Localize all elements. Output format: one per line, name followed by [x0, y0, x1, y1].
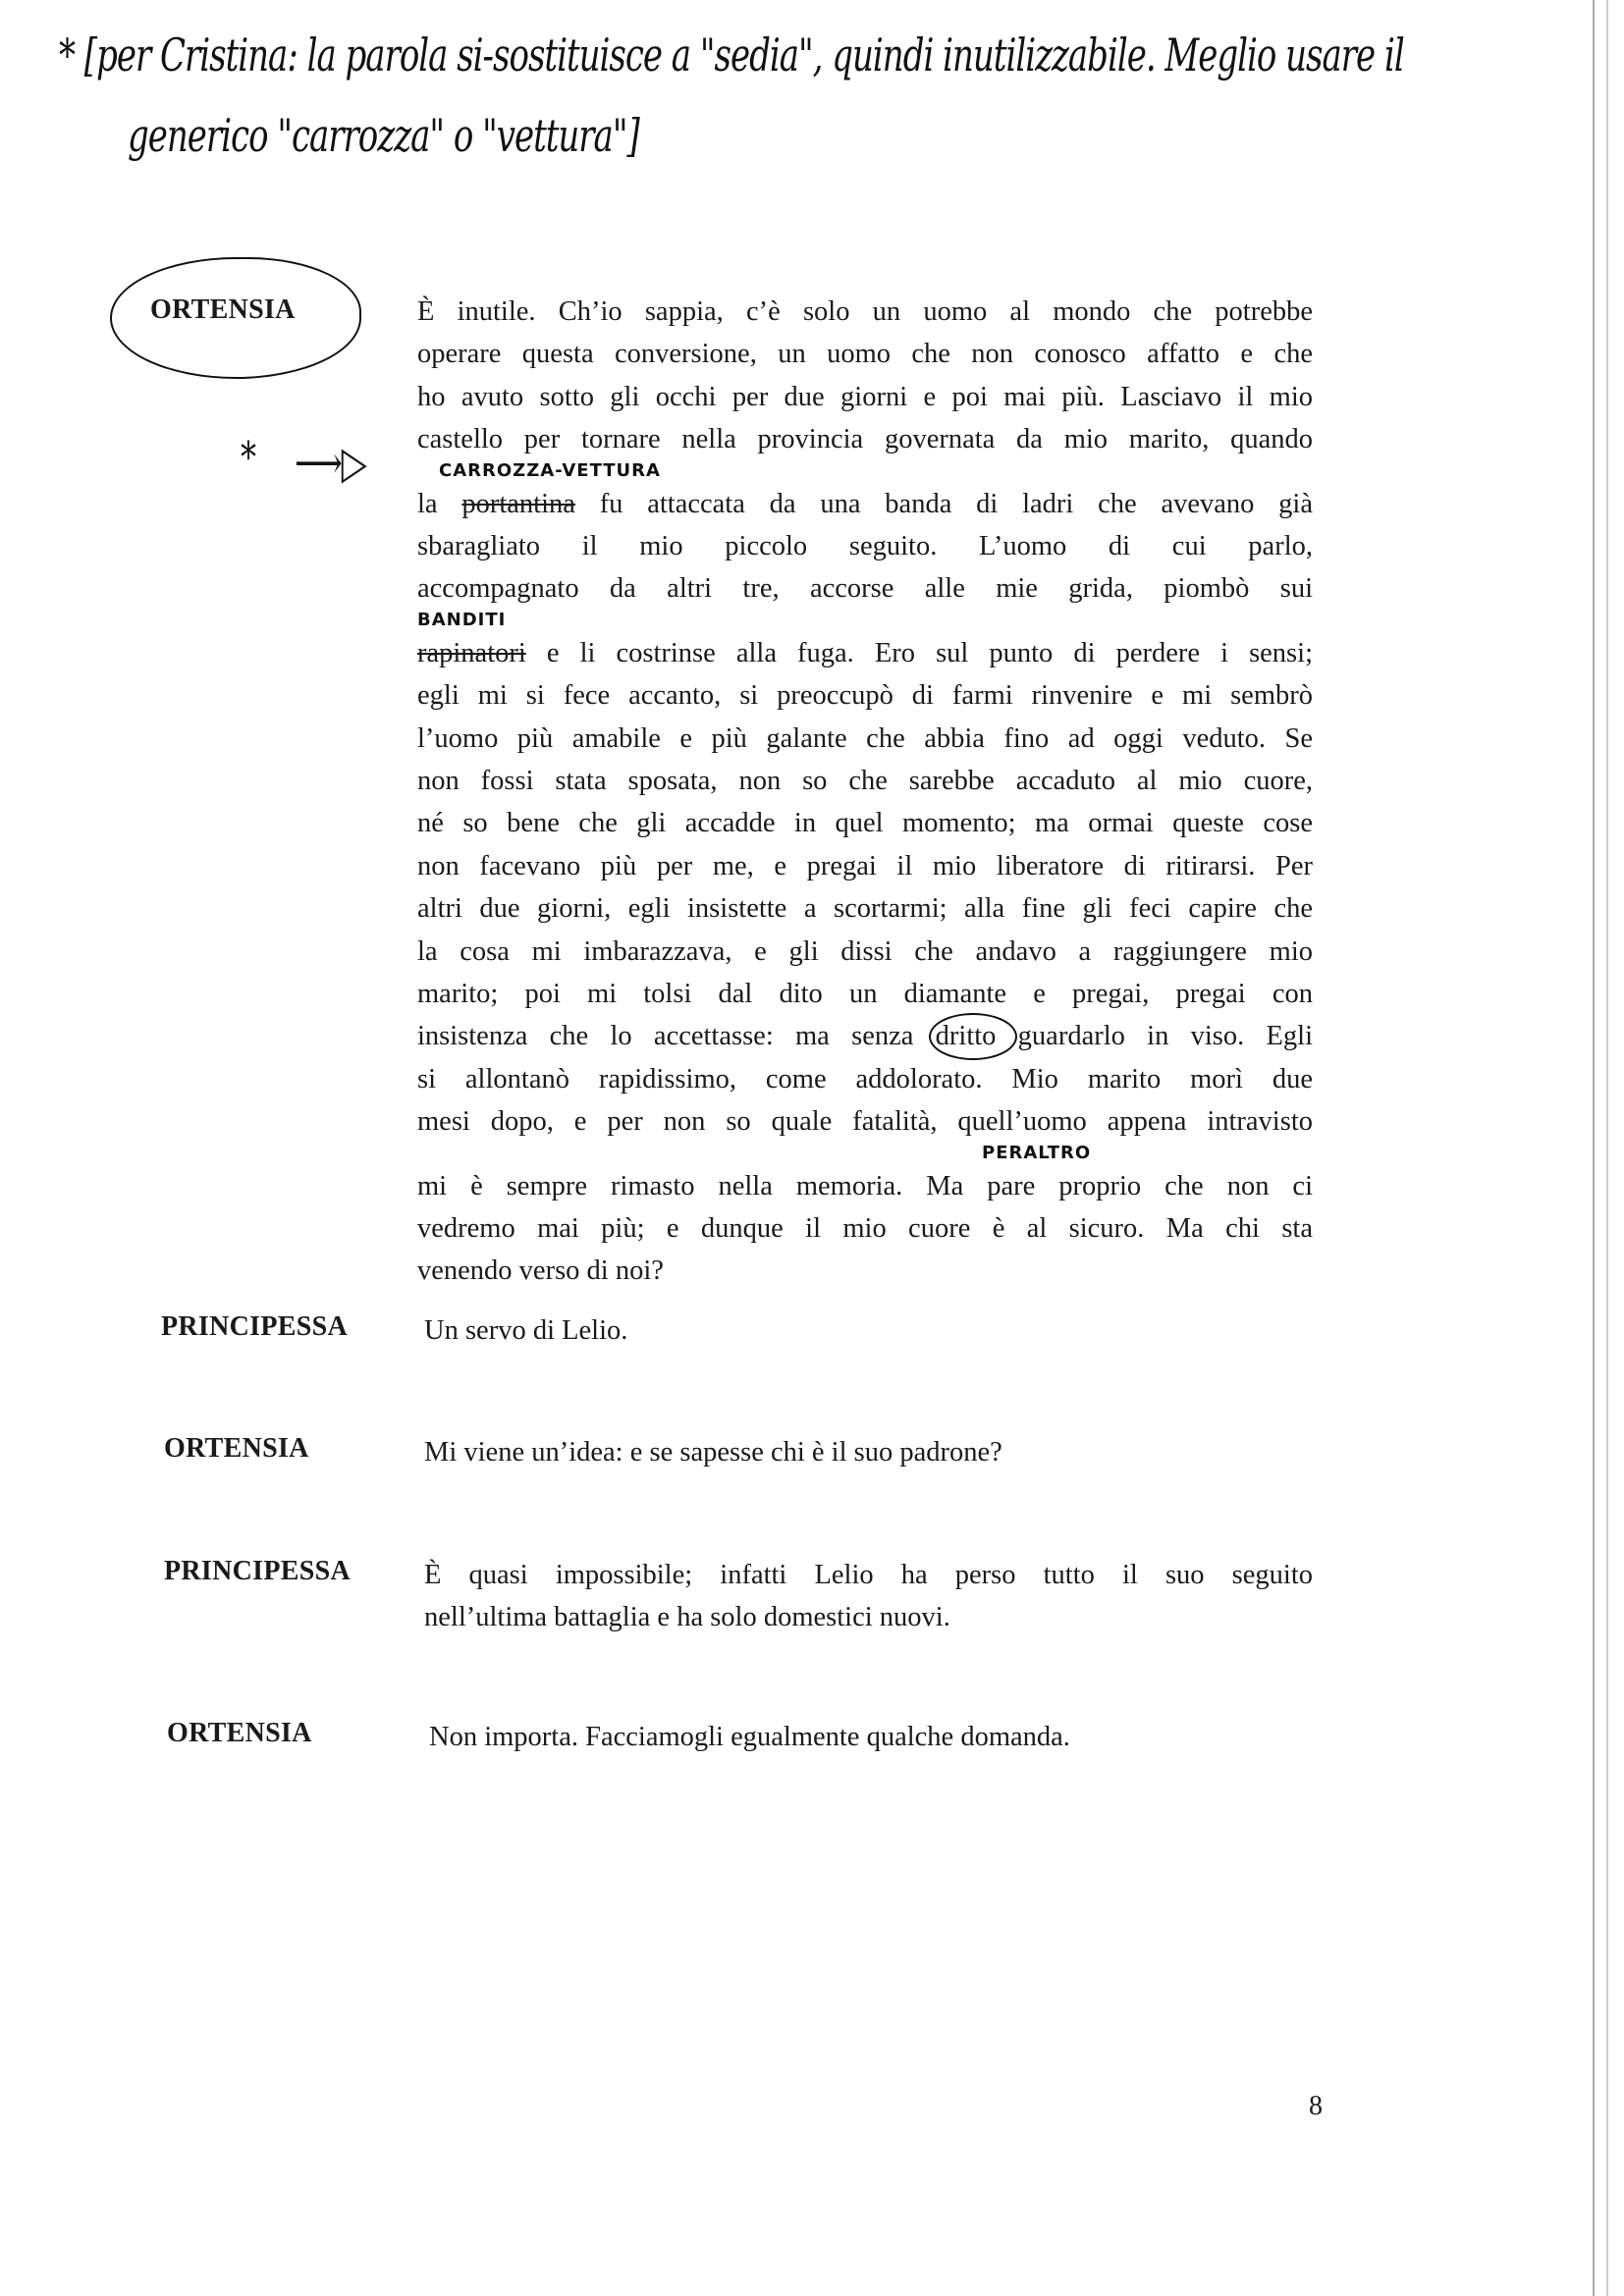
text-segment: fu attaccata da una banda di ladri che avevano già	[574, 488, 1313, 519]
scan-edge-line	[1606, 0, 1608, 2296]
annotation-peraltro: PERALTRO	[982, 1143, 1092, 1163]
page-number: 8	[1309, 2091, 1323, 2121]
speech-line: accompagnato da altri tre, accorse alle mie grida, piombò sui	[417, 573, 1313, 605]
speech-line: mi è sempre rimasto nella memoria. Ma pare proprio che non ci	[417, 1170, 1313, 1201]
scan-edge-line	[1593, 0, 1595, 2296]
speech-line: Mi viene un’idea: e se sapesse chi è il suo padrone?	[424, 1437, 1002, 1468]
struck-word: rapinatori	[417, 637, 526, 668]
speech-line: È inutile. Ch’io sappia, c’è solo un uomo al mondo che potrebbe	[417, 296, 1313, 327]
speaker-name: PRINCIPESSA	[161, 1311, 349, 1342]
speech-line: ho avuto sotto gli occhi per due giorni e poi mai più. Lasciavo il mio	[417, 381, 1313, 412]
annotation-carrozza: CARROZZA-VETTURA	[439, 460, 661, 481]
speech-line: Un servo di Lelio.	[424, 1315, 628, 1346]
speaker-name: ORTENSIA	[167, 1718, 312, 1748]
speech-line: vedremo mai più; e dunque il mio cuore è al sicuro. Ma chi sta	[417, 1213, 1313, 1244]
speaker-name: ORTENSIA	[150, 294, 296, 325]
asterisk-mark: *	[241, 432, 255, 483]
handwritten-note-line-2: generico "carrozza" o "vettura"]	[128, 110, 639, 163]
speech-line: venendo verso di noi?	[417, 1255, 664, 1287]
speech-line: altri due giorni, egli insistette a scortarmi; alla fine gli feci capire che	[417, 893, 1313, 925]
speech-line: né so bene che gli accadde in quel momento; ma ormai queste cose	[417, 808, 1313, 839]
speech-line: l’uomo più amabile e più galante che abbia fino ad oggi veduto. Se	[417, 722, 1313, 754]
arrow-mark: ⟶▷	[295, 437, 366, 490]
speech-line: Non importa. Facciamogli egualmente qualche domanda.	[429, 1722, 1070, 1752]
text-segment: la	[417, 488, 462, 519]
struck-word: portantina	[461, 488, 575, 519]
speech-line: insistenza che lo accettasse: ma senza dritto guardarlo in viso. Egli	[417, 1021, 1313, 1052]
speech-line	[417, 632, 1313, 674]
speaker-name: PRINCIPESSA	[164, 1556, 352, 1586]
text-segment: e li costrinse alla fuga. Ero sul punto di perdere i sensi;	[525, 637, 1313, 668]
handwritten-note-line-1: * [per Cristina: la parola si-sostituisce a "sedia", quindi inutilizzabile. Meglio usare il	[59, 29, 1404, 82]
word-circle-mark	[929, 1013, 1017, 1060]
speech-line: operare questa conversione, un uomo che non conosco affatto e che	[417, 339, 1313, 370]
speech-line: castello per tornare nella provincia governata da mio marito, quando	[417, 424, 1313, 455]
speech-line: la cosa mi imbarazzava, e gli dissi che andavo a raggiungere mio	[417, 935, 1313, 967]
speech-line: non facevano più per me, e pregai il mio liberatore di ritirarsi. Per	[417, 850, 1313, 881]
speech-line: sbaragliato il mio piccolo seguito. L’uomo di cui parlo,	[417, 531, 1313, 561]
speech-line: si allontanò rapidissimo, come addolorato. Mio marito morì due	[417, 1063, 1313, 1095]
annotation-banditi: BANDITI	[417, 610, 507, 630]
speech-line: marito; poi mi tolsi dal dito un diamante e pregai, pregai con	[417, 979, 1313, 1009]
speaker-name: ORTENSIA	[164, 1433, 309, 1464]
speech-line: nell’ultima battaglia e ha solo domestici nuovi.	[424, 1602, 950, 1633]
speech-line: non fossi stata sposata, non so che sarebbe accaduto al mio cuore,	[417, 766, 1313, 796]
speech-line	[417, 483, 1313, 525]
speech-line: egli mi si fece accanto, si preoccupò di farmi rinvenire e mi sembrò	[417, 680, 1313, 712]
speech-line: È quasi impossibile; infatti Lelio ha perso tutto il suo seguito	[424, 1560, 1313, 1590]
speech-line: mesi dopo, e per non so quale fatalità, quell’uomo appena intravisto	[417, 1106, 1313, 1138]
